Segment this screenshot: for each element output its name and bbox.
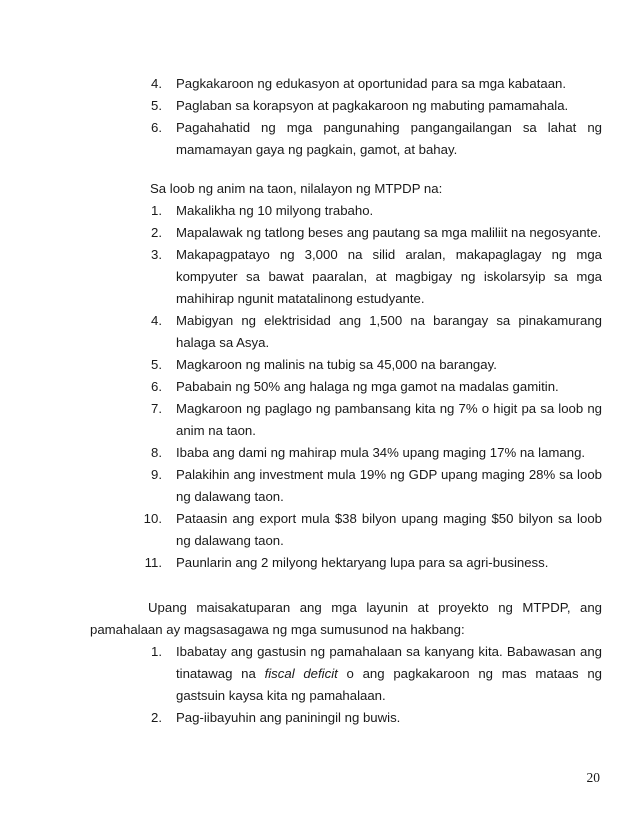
goal-item [140,376,602,398]
step-number: 2. [151,710,162,725]
list-text: Pagahahatid ng mga pangunahing pangangailangan sa lahat ng mamamayan gaya ng pagkain, gamot, at bahay. [176,120,602,157]
goal-item [140,222,602,244]
goal-item [140,200,602,222]
goal-text: Pababain ng 50% ang halaga ng mga gamot na madalas gamitin. [176,379,559,394]
goal-number: 1. [151,203,162,218]
goal-number: 4. [151,313,162,328]
goal-number: 11. [144,555,162,570]
goal-text: Paunlarin ang 2 milyong hektaryang lupa para sa agri-business. [176,555,549,570]
list-number: 4. [151,76,162,91]
step-text-before: Ibabatay ang gastusin ng pamahalaan sa kanyang kita. Babawasan ang tinatawag na [176,644,602,681]
goal-item [140,442,602,464]
goal-text: Palakihin ang investment mula 19% ng GDP upang maging 28% sa loob ng dalawang taon. [176,467,602,504]
step-item [140,641,602,707]
list-number: 6. [151,120,162,135]
goal-item [140,354,602,376]
goal-item [140,244,602,310]
goal-number: 10. [143,511,162,526]
step-number: 1. [151,644,162,659]
goal-text: Ibaba ang dami ng mahirap mula 34% upang maging 17% na lamang. [176,445,586,460]
list-item [140,73,602,95]
goal-text: Mapalawak ng tatlong beses ang pautang sa mga maliliit na negosyante. [176,225,602,240]
goal-item [140,464,602,508]
list-number: 5. [151,98,162,113]
goal-text: Makapagpatayo ng 3,000 na silid aralan, makapaglagay ng mga kompyuter sa bawat paaralan, at magbigay ng iskolarsyip sa mga mahihirap ngunit matatalinong estudyante. [176,247,602,306]
list-text: Paglaban sa korapsyon at pagkakaroon ng mabuting pamamahala. [176,98,569,113]
step-text: Pag-iibayuhin ang paniningil ng buwis. [176,710,401,725]
fiscal-deficit-term: fiscal deficit [264,666,338,681]
page-number: 20 [586,770,600,785]
steps-intro: Upang maisakatuparan ang mga layunin at proyekto ng MTPDP, ang pamahalaan ay magsasagawa ng mga sumusunod na hakbang: [90,600,602,637]
goal-number: 5. [151,357,162,372]
goal-item [140,310,602,354]
goal-number: 7. [151,401,162,416]
list-item [140,117,602,161]
goal-number: 3. [151,247,162,262]
goal-number: 9. [151,467,162,482]
goal-number: 6. [151,379,162,394]
goal-item [140,552,602,574]
list-item [140,95,602,117]
goal-text: Mabigyan ng elektrisidad ang 1,500 na barangay sa pinakamurang halaga sa Asya. [176,313,602,350]
goal-number: 2. [151,225,162,240]
goal-number: 8. [151,445,162,460]
goal-text: Magkaroon ng malinis na tubig sa 45,000 na barangay. [176,357,497,372]
goal-text: Makalikha ng 10 milyong trabaho. [176,203,374,218]
step-text-after: o ang pagkakaroon ng mas mataas ng gastsuin kaysa kita ng pamahalaan. [176,666,602,703]
step-text [176,641,602,707]
goal-item [140,508,602,552]
goal-text: Magkaroon ng paglago ng pambansang kita ng 7% o higit pa sa loob ng anim na taon. [176,401,602,438]
list-text: Pagkakaroon ng edukasyon at oportunidad para sa mga kabataan. [176,76,567,91]
goal-text: Pataasin ang export mula $38 bilyon upang maging $50 bilyon sa loob ng dalawang taon. [176,511,602,548]
goal-item [140,398,602,442]
step-item [140,707,602,729]
mtpdp-intro: Sa loob ng anim na taon, nilalayon ng MTPDP na: [150,181,443,196]
